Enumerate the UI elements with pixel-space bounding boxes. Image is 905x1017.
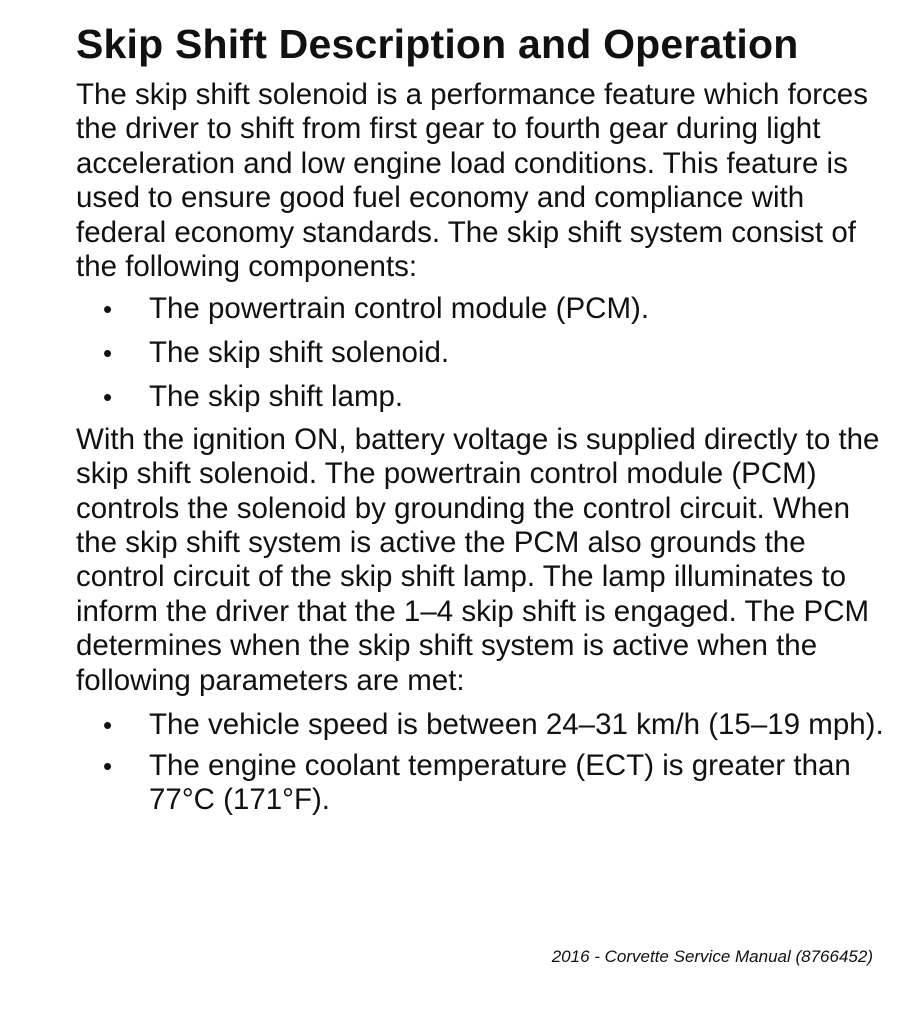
list-item-text: The engine coolant temperature (ECT) is greater than 77°C (171°F). xyxy=(149,748,851,816)
page-footer: 2016 - Corvette Service Manual (8766452) xyxy=(551,947,873,966)
bullet-icon: • xyxy=(103,294,113,325)
list-item xyxy=(76,292,891,326)
document-page xyxy=(76,18,891,823)
parameters-list xyxy=(76,708,891,817)
intro-paragraph: The skip shift solenoid is a performance feature which forces the driver to shift from first gear to fourth gear during light acceleration and low engine load conditions. This feature is used to ensure good fuel economy and compliance with federal economy standards. The skip shift system consist of the following components: xyxy=(76,78,868,284)
list-item xyxy=(76,708,891,742)
list-item xyxy=(76,380,891,414)
list-item-text: The powertrain control module (PCM). xyxy=(149,292,650,326)
bullet-icon: • xyxy=(103,710,113,741)
list-item xyxy=(76,749,891,818)
list-item-text: The vehicle speed is between 24–31 km/h (15–19 mph). xyxy=(149,708,884,742)
bullet-icon: • xyxy=(103,382,113,413)
operation-paragraph: With the ignition ON, battery voltage is supplied directly to the skip shift solenoid. The powertrain control module (PCM) controls the solenoid by grounding the control circuit. When the skip shift system is active the PCM also grounds the control circuit of the skip shift lamp. The lamp illuminates to inform the driver that the 1–4 skip shift is engaged. The PCM determines when the skip shift system is active when the following parameters are met: xyxy=(76,422,880,697)
list-item-text: The skip shift lamp. xyxy=(149,380,404,414)
bullet-icon: • xyxy=(103,338,113,369)
list-item xyxy=(76,336,891,370)
bullet-icon: • xyxy=(103,750,113,781)
list-item-text: The skip shift solenoid. xyxy=(149,336,450,370)
components-list xyxy=(76,292,891,414)
page-title: Skip Shift Description and Operation xyxy=(76,21,799,67)
